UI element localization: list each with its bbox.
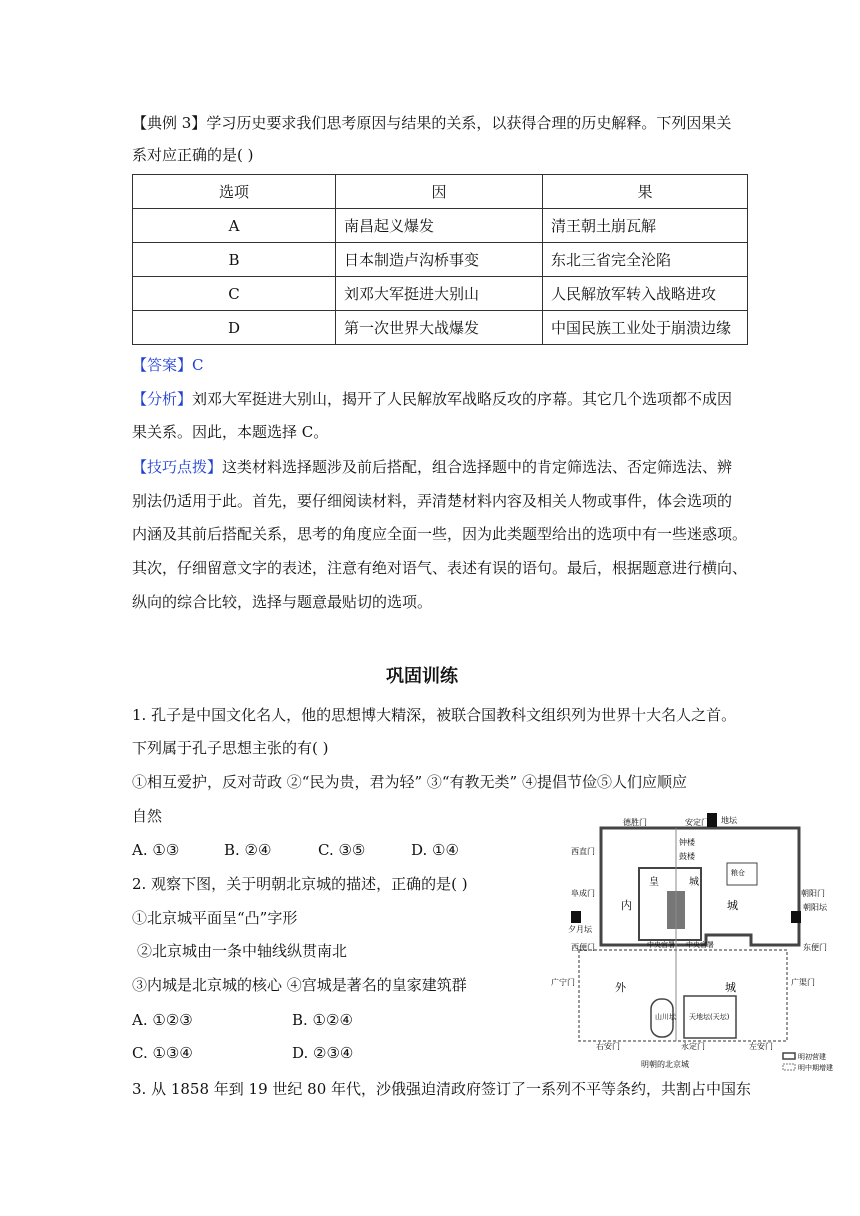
answer-tag: 【答案】 [132, 356, 193, 374]
table-cell: 东北三省完全沦陷 [543, 243, 748, 277]
tips-line1 [132, 457, 732, 477]
place-label: 鼓楼 [679, 852, 695, 861]
table-cell: 清王朝土崩瓦解 [543, 209, 748, 243]
place-label: 天地坛(天坛) [689, 1013, 730, 1021]
tips-text-1: 这类材料选择题涉及前后搭配，组合选择题中的肯定筛选法、否定筛选法、辨 [222, 458, 733, 476]
tips-line3: 内涵及其前后搭配关系，思考的角度应全面一些，因为此类题型给出的选项中有一些迷惑项。 [132, 525, 748, 543]
table-header-row [133, 175, 748, 209]
place-label: 夕月坛 [568, 925, 592, 934]
example-intro-line1 [132, 113, 731, 133]
gate-label: 德胜门 [623, 818, 647, 827]
q1-option-b: B. ②④ [224, 841, 272, 859]
tips-tag: 【技巧点拨】 [132, 458, 223, 476]
legend-mid: 明中期增建 [798, 1064, 833, 1072]
q1-statements: ①相互爱护，反对苛政 ②“民为贵，君为轻” ③“有教无类” ④提倡节俭⑤人们应顺应 [132, 773, 687, 791]
place-label: 钟楼 [679, 838, 695, 847]
table-cell: 日本制造卢沟桥事变 [336, 243, 543, 277]
legend-swatch-early [783, 1053, 795, 1059]
place-label: 中央官署 [686, 941, 714, 949]
place-label: 城 [725, 981, 736, 994]
gate-label: 阜成门 [571, 889, 595, 898]
example-intro-line2: 系对应正确的是( ) [132, 146, 254, 164]
yuetan-icon [571, 911, 581, 923]
place-label: 山川坛 [655, 1013, 676, 1021]
table-cell: 中国民族工业处于崩溃边缘 [543, 311, 748, 345]
place-label: 城 [727, 899, 738, 912]
gate-label: 西便门 [571, 943, 595, 952]
q1-option-d: D. ①④ [411, 841, 459, 859]
gate-label: 西直门 [571, 847, 595, 856]
map-caption: 明朝的北京城 [641, 1060, 689, 1069]
place-label: 皇 [649, 877, 659, 888]
q1-line4: 自然 [132, 807, 163, 825]
table-cell: 第一次世界大战爆发 [336, 311, 543, 345]
table-cell: C [133, 277, 336, 311]
legend-early: 明初营建 [798, 1053, 826, 1061]
gate-label: 朝阳门 [801, 889, 825, 898]
q1-option-c: C. ③⑤ [318, 841, 366, 859]
q2-statement-2: ②北京城由一条中轴线纵贯南北 [137, 942, 348, 960]
q2-option-d: D. ②③④ [292, 1044, 354, 1062]
analysis-tag: 【分析】 [132, 390, 193, 408]
table-cell: D [133, 311, 336, 345]
q2-statement-1: ①北京城平面呈“凸”字形 [132, 909, 298, 927]
header-result: 果 [543, 175, 748, 209]
table-cell: 人民解放军转入战略进攻 [543, 277, 748, 311]
q2-line1: 2. 观察下图，关于明朝北京城的描述，正确的是( ) [132, 875, 468, 893]
table-cell: 刘邓大军挺进大别山 [336, 277, 543, 311]
place-label: 地坛 [721, 816, 737, 825]
header-option: 选项 [133, 175, 336, 209]
place-label: 内 [621, 899, 632, 912]
example-tag: 【典例 3】 [132, 114, 207, 132]
place-label: 粮仓 [731, 869, 745, 877]
table-cell: 南昌起义爆发 [336, 209, 543, 243]
ritan-icon [791, 911, 801, 923]
section-title: 巩固训练 [386, 666, 458, 687]
legend-swatch-mid [783, 1064, 795, 1070]
tips-line2: 别法仍适用于此。首先，要仔细阅读材料，弄清楚材料内容及相关人物或事件，体会选项的 [132, 492, 733, 510]
beijing-map [551, 813, 849, 1073]
q2-option-c: C. ①③④ [132, 1044, 193, 1062]
table-row [133, 243, 748, 277]
q2-option-b: B. ①②④ [292, 1011, 353, 1029]
q2-statement-3: ③内城是北京城的核心 ④宫城是著名的皇家建筑群 [132, 976, 467, 994]
q2-option-a: A. ①②③ [132, 1011, 193, 1029]
gate-label: 左安门 [749, 1042, 773, 1051]
analysis-line2: 果关系。因此，本题选择 C。 [132, 423, 329, 441]
gate-label: 广渠门 [791, 978, 815, 987]
gate-label: 右安门 [596, 1042, 620, 1051]
header-cause: 因 [336, 175, 543, 209]
analysis-text-1: 刘邓大军挺进大别山，揭开了人民解放军战略反攻的序幕。其它几个选项都不成因 [192, 390, 733, 408]
q1-line2: 下列属于孔子思想主张的有( ) [132, 739, 329, 757]
question-table [132, 174, 748, 345]
place-label: 中央官署 [647, 941, 675, 949]
q3-line1: 3. 从 1858 年到 19 世纪 80 年代，沙俄强迫清政府签订了一系列不平等条约，共割占中国东 [132, 1080, 752, 1098]
beijing-map-figure [551, 813, 849, 1073]
gate-label: 东便门 [803, 943, 827, 952]
outer-city-wall [579, 950, 787, 1041]
table-cell: A [133, 209, 336, 243]
tips-line5: 纵向的综合比较，选择与题意最贴切的选项。 [132, 593, 433, 611]
place-label: 外 [615, 981, 626, 994]
table-row [133, 277, 748, 311]
q1-line1: 1. 孔子是中国文化名人，他的思想博大精深，被联合国教科文组织列为世界十大名人之首。 [132, 706, 737, 724]
q1-option-a: A. ①③ [132, 841, 180, 859]
analysis-line1 [132, 389, 732, 409]
table-cell: B [133, 243, 336, 277]
place-label: 城 [689, 877, 699, 888]
tips-line4: 其次，仔细留意文字的表述，注意有绝对语气、表述有误的语句。最后，根据题意进行横向、 [132, 559, 748, 577]
answer-line [132, 355, 204, 375]
gate-label: 安定门 [685, 818, 709, 827]
example-text-1: 学习历史要求我们思考原因与结果的关系，以获得合理的历史解释。下列因果关 [206, 114, 732, 132]
table-row [133, 209, 748, 243]
gate-label: 广宁门 [551, 978, 575, 987]
place-label: 朝阳坛 [803, 903, 827, 912]
table-row [133, 311, 748, 345]
answer-value: C [192, 356, 204, 374]
gate-label: 永定门 [681, 1042, 705, 1051]
